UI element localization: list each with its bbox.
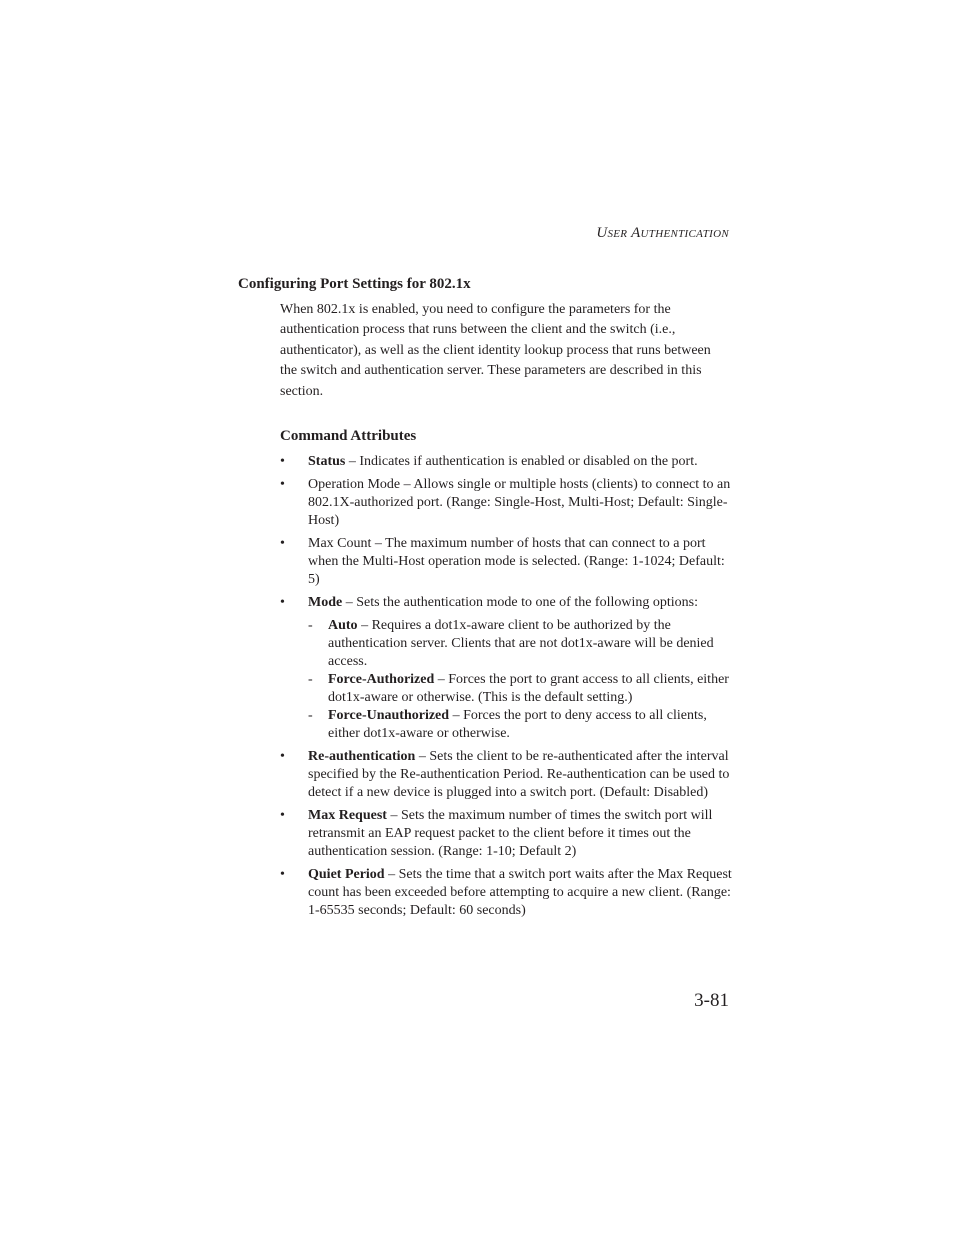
attribute-item-mode <box>280 594 732 743</box>
mode-option-force-unauthorized <box>308 707 732 743</box>
section-title: Configuring Port Settings for 802.1x <box>238 276 471 292</box>
attribute-list <box>280 453 732 925</box>
attribute-term: Max Request <box>308 808 387 823</box>
attribute-item-max-request <box>280 807 732 861</box>
option-term: Force-Unauthorized <box>328 708 450 723</box>
dash-icon: - <box>308 708 313 723</box>
bullet-icon: • <box>280 536 285 551</box>
command-attributes-heading: Command Attributes <box>280 428 417 444</box>
option-description: – Forces the port to deny access to all clients, either dot1x-aware or otherwise. <box>328 708 707 741</box>
bullet-icon: • <box>280 867 285 882</box>
attribute-description: Operation Mode – Allows single or multiple hosts (clients) to connect to an 802.1X-authorized port. (Range: Single-Host, Multi-Host; Default: Single-Host) <box>308 477 731 528</box>
option-description: – Forces the port to grant access to all clients, either dot1x-aware or otherwise. (This is the default setting.) <box>328 672 729 705</box>
attribute-item-operation-mode <box>280 476 732 530</box>
option-description: – Requires a dot1x-aware client to be authorized by the authentication server. Clients that are not dot1x-aware will be denied access. <box>328 618 714 669</box>
bullet-icon: • <box>280 749 285 764</box>
option-term: Force-Authorized <box>328 672 435 687</box>
attribute-item-quiet-period <box>280 866 732 920</box>
page-number: 3-81 <box>694 990 729 1011</box>
attribute-description: Max Count – The maximum number of hosts that can connect to a port when the Multi-Host operation mode is selected. (Range: 1-1024; Default: 5) <box>308 536 725 587</box>
mode-option-auto <box>308 617 732 671</box>
bullet-icon: • <box>280 808 285 823</box>
bullet-icon: • <box>280 454 285 469</box>
attribute-description: – Sets the authentication mode to one of the following options: <box>342 595 698 610</box>
attribute-term: Quiet Period <box>308 867 385 882</box>
attribute-item-re-authentication <box>280 748 732 802</box>
option-term: Auto <box>328 618 358 633</box>
dash-icon: - <box>308 672 313 687</box>
attribute-term: Status <box>308 454 346 469</box>
attribute-description: – Sets the client to be re-authenticated after the interval specified by the Re-authentication Period. Re-authentication can be used to detect if a new device is plugged into a switch port. (Default: Disabled) <box>308 749 730 800</box>
intro-paragraph: When 802.1x is enabled, you need to configure the parameters for the authentication process that runs between the client and the switch (i.e., authenticator), as well as the client identity lookup process that runs between the switch and authentication server. These parameters are described in this section. <box>280 302 711 399</box>
attribute-term: Mode <box>308 595 343 610</box>
attribute-item-status <box>280 453 732 471</box>
dash-icon: - <box>308 618 313 633</box>
attribute-item-max-count <box>280 535 732 589</box>
attribute-description: – Indicates if authentication is enabled or disabled on the port. <box>345 454 698 469</box>
bullet-icon: • <box>280 595 285 610</box>
running-header: User Authentication <box>596 225 729 241</box>
attribute-description: – Sets the maximum number of times the switch port will retransmit an EAP request packet to the client before it times out the authentication session. (Range: 1-10; Default 2) <box>308 808 713 859</box>
mode-option-force-authorized <box>308 671 732 707</box>
mode-options-list <box>308 617 732 743</box>
bullet-icon: • <box>280 477 285 492</box>
attribute-description: – Sets the time that a switch port waits after the Max Request count has been exceeded before attempting to acquire a new client. (Range: 1-65535 seconds; Default: 60 seconds) <box>308 867 732 918</box>
attribute-term: Re-authentication <box>308 749 416 764</box>
